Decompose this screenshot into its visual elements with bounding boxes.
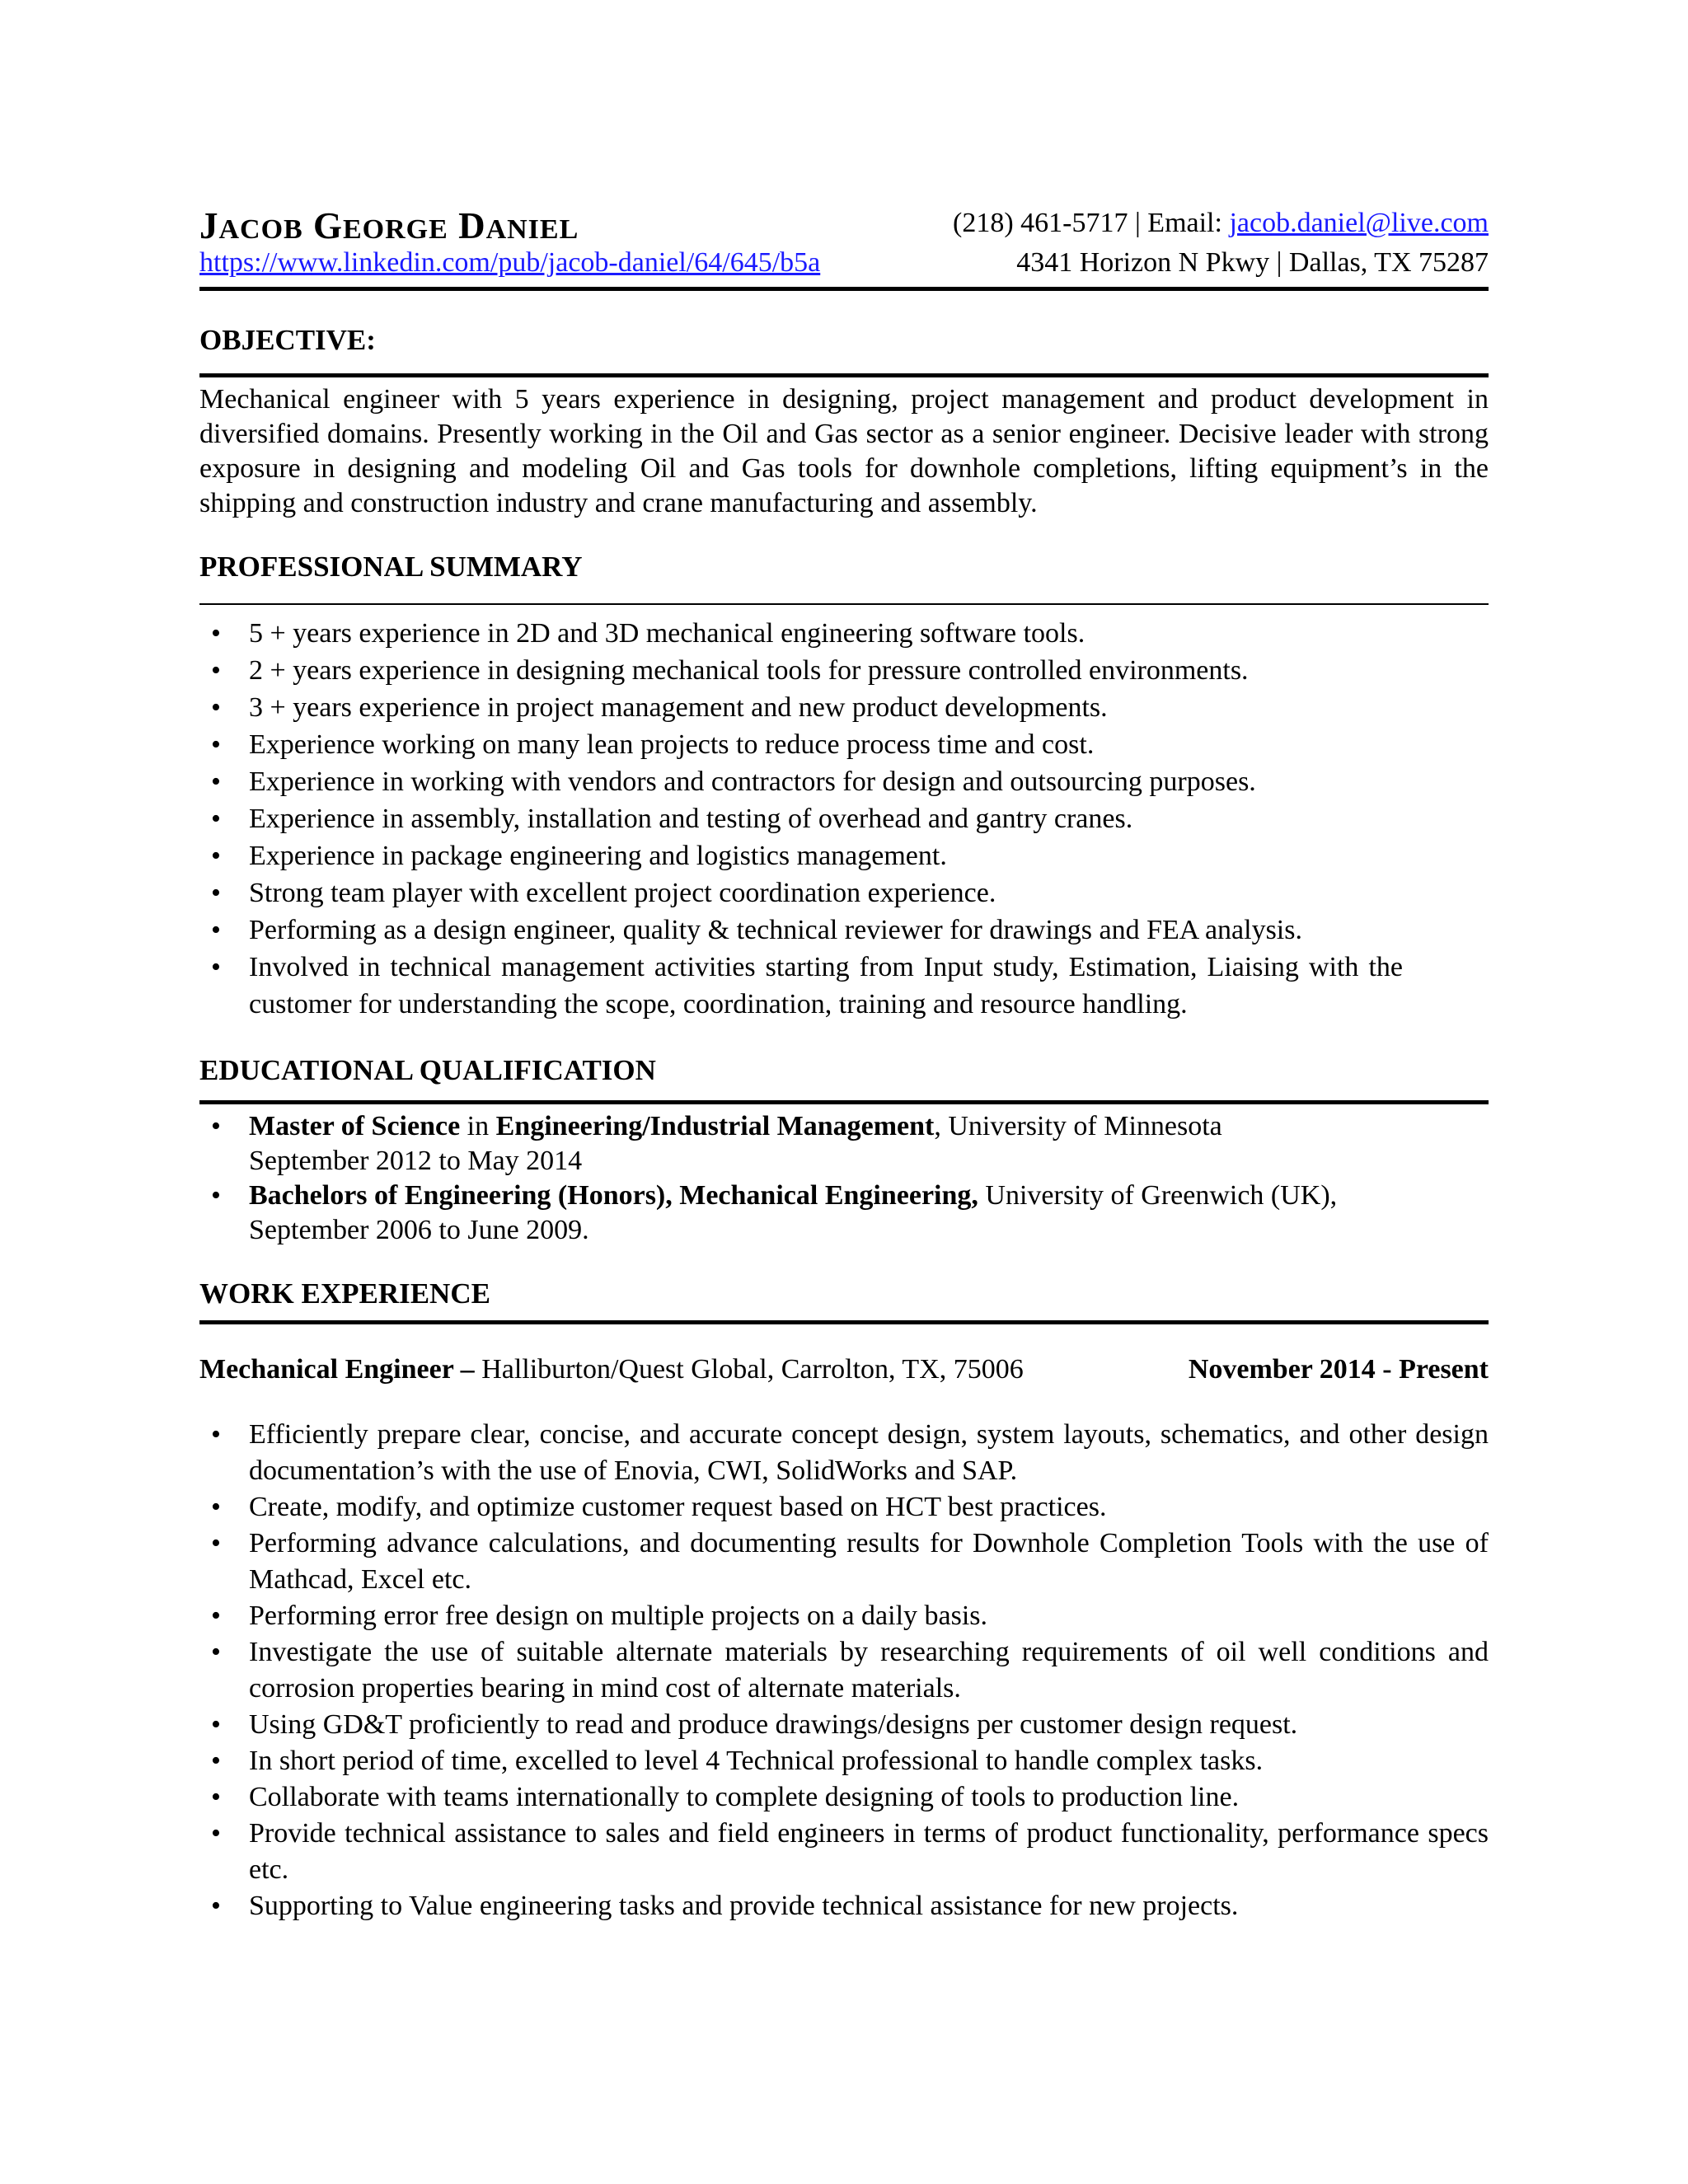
work-title: WORK EXPERIENCE [199, 1277, 490, 1310]
list-item: • Provide technical assistance to sales and field engineers in terms of product functionality, performance specs etc. [211, 1818, 1489, 1885]
name-first-rest: ACOB [218, 214, 303, 245]
header-row-links [199, 246, 1489, 284]
name-middle-initial: G [312, 205, 343, 246]
list-item: • 2 + years experience in designing mechanical tools for pressure controlled environments. [211, 655, 1249, 686]
school: , University of Minnesota [934, 1111, 1222, 1141]
name-last-initial: D [458, 205, 486, 246]
objective-text: Mechanical engineer with 5 years experience in designing, project management and product development in diversified domains. Presently working in the Oil and Gas sector as a senior engineer. Decisive leader with strong exposure in designing and modeling Oil and Gas tools for downhole completions, lifting equipment’s in the shipping and construction industry and crane manufacturing and assembly. [199, 384, 1489, 518]
job-company: Halliburton/Quest Global, Carrolton, TX, 75006 [474, 1354, 1024, 1385]
education-dates: September 2006 to June 2009. [249, 1215, 589, 1245]
list-item: • Efficiently prepare clear, concise, and accurate concept design, system layouts, schematics, and other design documentation’s with the use of Enovia, CWI, SolidWorks and SAP. [211, 1419, 1489, 1486]
list-item: • Experience in package engineering and logistics management. [211, 841, 947, 871]
list-item: • Investigate the use of suitable alternate materials by researching requirements of oil well conditions and corrosion properties bearing in mind cost of alternate materials. [211, 1637, 1489, 1704]
education-rule [199, 1100, 1489, 1104]
list-item: • Supporting to Value engineering tasks and provide technical assistance for new projects. [211, 1891, 1239, 1921]
list-item: • Collaborate with teams internationally to complete designing of tools to production line. [211, 1782, 1240, 1812]
summary-title: PROFESSIONAL SUMMARY [199, 551, 583, 583]
phone-email-label: (218) 461-5717 | Email: [953, 208, 1230, 238]
job-duties-list [199, 1417, 1489, 1924]
job-header [199, 1354, 1489, 1392]
education-dates: September 2012 to May 2014 [249, 1146, 583, 1176]
name-last-rest: ANIEL [485, 214, 579, 245]
objective-title: OBJECTIVE: [199, 324, 376, 356]
degree-field: Engineering/Industrial Management [495, 1111, 935, 1141]
address: 4341 Horizon N Pkwy | Dallas, TX 75287 [1016, 247, 1489, 278]
list-item: • Involved in technical management activities starting from Input study, Estimation, Liaising with the customer for understanding the scope, coordination, training and resource handling. [211, 952, 1403, 1019]
list-item: • Strong team player with excellent project coordination experience. [211, 878, 996, 908]
school: University of Greenwich (UK), [978, 1180, 1338, 1211]
summary-list [199, 615, 1489, 1023]
list-item: • 5 + years experience in 2D and 3D mechanical engineering software tools. [211, 618, 1085, 649]
list-item: • Create, modify, and optimize customer request based on HCT best practices. [211, 1492, 1107, 1522]
list-item: • Performing advance calculations, and documenting results for Downhole Completion Tools with the use of Mathcad, Excel etc. [211, 1528, 1489, 1595]
work-rule [199, 1320, 1489, 1324]
candidate-name [199, 204, 579, 247]
list-item: • Experience in assembly, installation and testing of overhead and gantry cranes. [211, 804, 1133, 834]
contact-info [953, 208, 1489, 239]
header-row-name [199, 204, 1489, 246]
list-item: • In short period of time, excelled to level 4 Technical professional to handle complex tasks. [211, 1746, 1264, 1776]
list-item: • Performing as a design engineer, quality & technical reviewer for drawings and FEA analysis. [211, 915, 1302, 945]
header-rule [199, 287, 1489, 291]
summary-rule [199, 603, 1489, 605]
list-item: • Experience working on many lean projects to reduce process time and cost. [211, 729, 1095, 760]
education-title: EDUCATIONAL QUALIFICATION [199, 1054, 656, 1086]
education-item: • Master of Science in Engineering/Industrial Management, University of Minnesota September 2012 to May 2014 [211, 1111, 1222, 1176]
education-item: • Bachelors of Engineering (Honors), Mechanical Engineering, University of Greenwich (UK), September 2006 to June 2009. [211, 1180, 1338, 1245]
list-item: • 3 + years experience in project management and new product developments. [211, 692, 1108, 723]
name-first-initial: J [199, 205, 219, 246]
education-list [199, 1109, 1489, 1248]
resume-content [199, 204, 1489, 1924]
job-dates: November 2014 - Present [1188, 1354, 1489, 1385]
list-item: • Experience in working with vendors and contractors for design and outsourcing purposes. [211, 766, 1256, 797]
degree: Bachelors of Engineering (Honors), Mechanical Engineering, [249, 1180, 978, 1211]
email-link[interactable]: jacob.daniel@live.com [1229, 208, 1489, 238]
job-role: Mechanical Engineer – [199, 1354, 475, 1385]
list-item: • Performing error free design on multiple projects on a daily basis. [211, 1601, 988, 1631]
list-item: • Using GD&T proficiently to read and produce drawings/designs per customer design request. [211, 1709, 1298, 1740]
objective-rule [199, 373, 1489, 377]
linkedin-link[interactable]: https://www.linkedin.com/pub/jacob-daniel/64/645/b5a [199, 247, 821, 278]
name-middle-rest: EORGE [343, 214, 448, 245]
degree: Master of Science [249, 1111, 461, 1141]
